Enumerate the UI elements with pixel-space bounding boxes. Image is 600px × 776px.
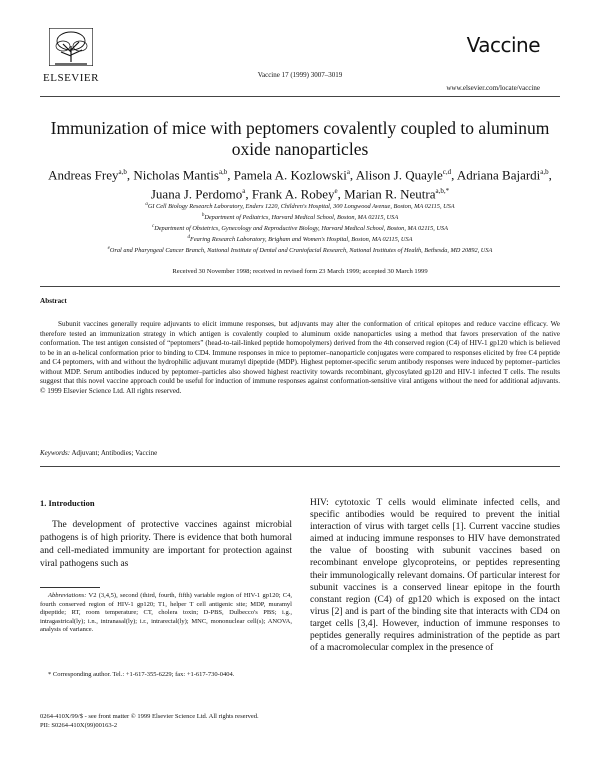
affiliation-mark: e — [107, 246, 110, 252]
author-affiliation-mark: a,b — [118, 168, 127, 176]
footnote-abbreviations — [40, 592, 292, 635]
footnote-abbrev-text: V2 (3,4,5), second (third, fourth, fifth) variable region of HIV-1 gp120; C4, fourth conserved region of HIV-1 gp120; T1, helper T cell antigenic site; MDP, muramyl dipeptide; RT, room temperature; CT, cholera toxin; D-PBS, Dulbecco's PBS; i.g., intragastrical(ly); i.n., intranasal(ly); i.r., intrarectal(ly); MNC, mononuclear cell(s); ANOVA, analysis of variance. — [40, 592, 292, 634]
footnote-abbrev-label: Abbreviations: — [48, 592, 87, 599]
footnote-corresponding: * Corresponding author. Tel.: +1-617-355-6229; fax: +1-617-730-0404. — [48, 671, 235, 678]
abstract-text: Subunit vaccines generally require adjuvants to elicit immune responses, but adjuvants may alter the conformation of critical epitopes and reduce vaccine efficacy. We therefore tested an immunization strategy in which antigen is covalently coupled to aluminum oxide nanoparticles using a method that favors preservation of the native conformation. The test antigen consisted of “peptomers” (head-to-tail-linked peptide homopolymers) derived from the 4th conserved region (C4) of HIV-1 gp120 which is believed to be in an α-helical conformation prior to binding to CD4. Immune responses in mice to peptomer–nanoparticle conjugates were compared to responses elicited by free C4 peptide and C4 peptomers, with and without the hydrophilic adjuvant muramyl dipeptide (MDP). Highest peptomer-specific serum antibody responses were induced by peptomer–particles without MDP. Serum antibodies induced by peptomer–particles also showed highest reactivity towards recombinant, glycosylated gp120 and HIV-1 infected T cells. The results suggest that this novel vaccine approach could be useful for induction of immune responses against conformation-sensitive viral antigens without the need for additional adjuvants. © 1999 Elsevier Science Ltd. All rights reserved. — [40, 320, 560, 395]
affiliation-mark: d — [187, 235, 191, 241]
pii-line: PII: S0264-410X(99)00163-2 — [40, 722, 118, 729]
affiliation-text: Oral and Pharyngeal Cancer Branch, National Institute of Dental and Craniofacial Research, National Institutes of Health, Bethesda, MD 20892, USA — [109, 247, 493, 255]
keywords-label: Keywords: — [40, 449, 71, 457]
article-title: Immunization of mice with peptomers covalently coupled to aluminum oxide nanoparticles — [50, 118, 550, 159]
publisher-name: ELSEVIER — [43, 72, 99, 84]
author-affiliation-mark: e — [334, 187, 338, 196]
affiliation — [40, 200, 560, 211]
journal-website: www.elsevier.com/locate/vaccine — [446, 84, 540, 92]
author-name: Nicholas Mantis — [133, 167, 219, 183]
author-name: Adriana Bajardi — [456, 167, 541, 183]
affiliation — [40, 222, 560, 233]
tree-icon — [49, 28, 93, 66]
affiliation-list — [40, 200, 560, 255]
intro-paragraph-right: HIV: cytotoxic T cells would eliminate infected cells, and specific antibodies would be required to prevent the initial interaction of virus with target cells [1]. Current vaccine studies aimed at inducing immune responses to HIV have demonstrated the value of boosting with subunit vaccines based on recombinant envelope glycoproteins, or peptides representing their immunologically relevant domains. Of particular interest for subunit vaccines is a conserved linear epitope in the fourth constant region (C4) of gp120 which is exposed on the intact virus [2] and is part of the binding site that interacts with CD4 on target cells [3,4]. However, induction of immune responses to peptides generally requires administration of the peptide as part of a macromolecular complex in the presence of — [310, 498, 560, 654]
affiliation-text: Department of Obstetrics, Gynecology and Reproductive Biology, Harvard Medical School, Boston, MA 02115, USA — [154, 225, 449, 233]
keywords — [40, 449, 157, 457]
section-heading: 1. Introduction — [40, 498, 95, 508]
author-name: Andreas Frey — [48, 167, 119, 183]
intro-paragraph-left: The development of protective vaccines against microbial pathogens is of high priority. There is evidence that both humoral and cell-mediated immunity are important for protection against viral pathogens such as — [40, 520, 292, 569]
journal-citation: Vaccine 17 (1999) 3007–3019 — [257, 71, 343, 79]
author-affiliation-mark: a — [242, 187, 246, 196]
author-name: Pamela A. Kozlowski — [233, 167, 347, 183]
author-name: Juana J. Perdomo — [150, 186, 243, 202]
footnote-rule — [40, 587, 100, 588]
affiliation-mark: c — [151, 224, 155, 230]
affiliation-text: Department of Pediatrics, Harvard Medical School, Boston, MA 02115, USA — [204, 214, 399, 222]
abstract-bottom-rule — [40, 466, 560, 467]
author-affiliation-mark: a,b,* — [435, 187, 450, 196]
affiliation-mark: b — [201, 213, 205, 219]
author-affiliation-mark: a,b — [218, 168, 228, 176]
received-dates: Received 30 November 1998; received in revised form 23 March 1999; accepted 30 March 1999 — [172, 268, 428, 275]
abstract-heading: Abstract — [40, 297, 67, 305]
keywords-value: Adjuvant; Antibodies; Vaccine — [71, 449, 158, 457]
author-name: Frank A. Robey — [251, 186, 335, 202]
author-affiliation-mark: a — [346, 168, 350, 176]
affiliation-mark: a — [145, 202, 148, 207]
affiliation — [40, 233, 560, 244]
author-affiliation-mark: c,d — [442, 168, 452, 176]
header-rule — [40, 96, 560, 97]
author-name: Alison J. Quayle — [355, 167, 443, 183]
affiliation — [40, 211, 560, 222]
affiliation-text: Fearing Research Laboratory, Brigham and Women's Hospital, Boston, MA 02115, USA — [190, 236, 413, 244]
affiliation — [40, 244, 560, 255]
issn-line: 0264-410X/99/$ - see front matter © 1999 Elsevier Science Ltd. All rights reserved. — [40, 713, 259, 720]
author-name: Marian R. Neutra — [344, 186, 436, 202]
journal-logo: Vaccine — [466, 33, 540, 57]
affiliation-text: GI Cell Biology Research Laboratory, Enders 1220, Children's Hospital, 300 Longwood Avenue, Boston, MA 02115, USA — [147, 203, 455, 211]
author-list: Andreas Frey$^{a,b}$, Nicholas Mantis$^{a,b}$, Pamela A. Kozlowski$^a$, Alison J. Quayle$^{c,d}$, Adriana Bajardi$^{a,b}$, Juana J. Perdomo$^a$, Frank A. Robey$^e$, Marian R. Neutra$^{a,b,*}$ — [48, 167, 552, 202]
abstract-top-rule — [40, 286, 560, 287]
author-affiliation-mark: a,b — [540, 168, 549, 176]
